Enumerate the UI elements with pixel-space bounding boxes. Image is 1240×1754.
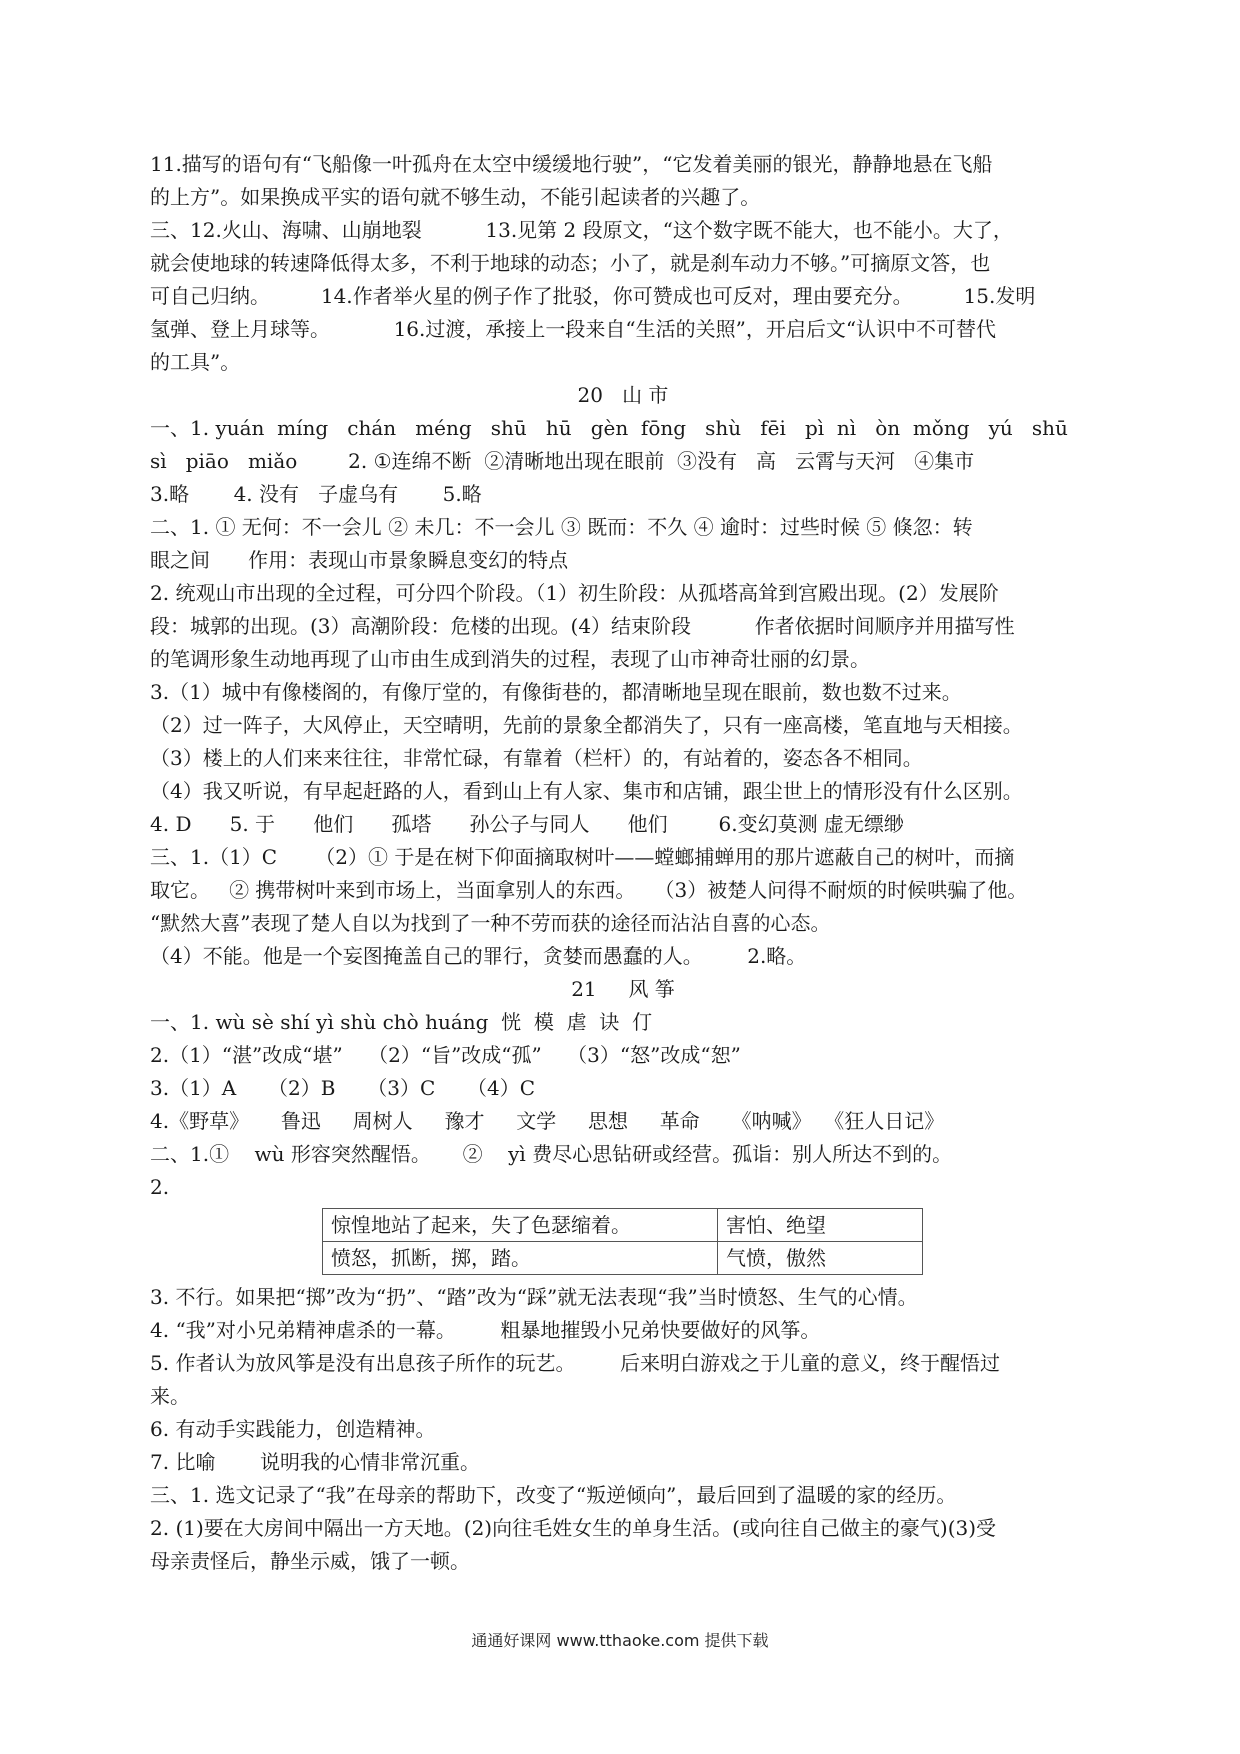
text-line: 段：城郭的出现。(3）高潮阶段：危楼的出现。(4）结束阶段 作者依据时间顺序并用描写性 [150,614,1015,638]
text-line: 的笔调形象生动地再现了山市由生成到消失的过程，表现了山市神奇壮丽的幻景。 [150,647,870,671]
text-line: 4. “我”对小兄弟精神虐杀的一幕。 粗暴地摧毁小兄弟快要做好的风筝。 [150,1318,821,1342]
text-line: （4）不能。他是一个妄图掩盖自己的罪行，贪婪而愚蠢的人。 2.略。 [150,944,807,968]
table-row [323,1209,923,1242]
text-line: 可自己归纳。 14.作者举火星的例子作了批驳，你可赞成也可反对，理由要充分。 15.发明 [150,284,1036,308]
text-line: 4.《野草》 鲁迅 周树人 豫才 文学 思想 革命 《呐喊》 《狂人日记》 [150,1109,945,1133]
text-line: 氢弹、登上月球等。 16.过渡，承接上一段来自“生活的关照”，开启后文“认识中不可替代 [150,317,997,341]
text-line: 三、1.（1）C （2）① 于是在树下仰面摘取树叶——螳螂捕蝉用的那片遮蔽自己的树叶，而摘 [150,845,1015,869]
section-21-answers-part2 [150,1281,1096,1578]
text-line: 一、1. wù sè shí yì shù chò huáng 恍 模 虐 诀 仃 [150,1010,653,1034]
answer-table [322,1208,923,1275]
heading-fengzheng: 21 风 筝 [571,977,675,1001]
text-line: 3.（1）A （2）B （3）C （4）C [150,1076,536,1100]
text-line: 2. (1)要在大房间中隔出一方天地。(2)向往毛姓女生的单身生活。(或向往自己做主的豪气)(3)受 [150,1516,997,1540]
text-line: （3）楼上的人们来来往往，非常忙碌，有靠着（栏杆）的，有站着的，姿态各不相同。 [150,746,923,770]
text-line: 5. 作者认为放风筝是没有出息孩子所作的玩艺。 后来明白游戏之于儿童的意义，终于醒悟过 [150,1351,1000,1375]
text-line: 二、1.① wù 形容突然醒悟。 ② yì 费尽心思钻研或经营。孤诣：别人所达不到的。 [150,1142,953,1166]
text-line: 3.（1）城中有像楼阁的，有像厅堂的，有像街巷的，都清晰地呈现在眼前，数也数不过来。 [150,680,962,704]
table-row [323,1242,923,1275]
table-cell: 惊惶地站了起来，失了色瑟缩着。 [323,1209,718,1242]
table-cell: 气愤，傲然 [718,1242,923,1275]
text-line: sì piāo miǎo 2. ①连绵不断 ②清晰地出现在眼前 ③没有 高 云霄与天河 ④集市 [150,449,975,473]
table-cell: 愤怒，抓断，掷，踏。 [323,1242,718,1275]
section-19-tail [150,148,1096,379]
text-line: 11.描写的语句有“飞船像一叶孤舟在太空中缓缓地行驶”，“它发着美丽的银光，静静地悬在飞船 [150,152,993,176]
table-cell: 害怕、绝望 [718,1209,923,1242]
text-line: 取它。 ② 携带树叶来到市场上，当面拿别人的东西。 （3）被楚人问得不耐烦的时候哄骗了他。 [150,878,1028,902]
text-line: 2.（1）“湛”改成“堪” （2）“旨”改成“孤” （3）“怒”改成“恕” [150,1043,741,1067]
text-line: 2. [150,1175,170,1199]
text-line: 4. D 5. 于 他们 孤塔 孙公子与同人 他们 6.变幻莫测 虚无缥缈 [150,812,904,836]
text-line: （2）过一阵子，大风停止，天空晴明，先前的景象全都消失了，只有一座高楼，笔直地与天相接。 [150,713,1023,737]
text-line: 3.略 4. 没有 子虚乌有 5.略 [150,482,482,506]
text-line: 的上方”。如果换成平实的语句就不够生动，不能引起读者的兴趣了。 [150,185,761,209]
text-line: 二、1. ① 无何：不一会儿 ② 未几：不一会儿 ③ 既而：不久 ④ 逾时：过些时候 ⑤ 倏忽：转 [150,515,973,539]
text-line: （4）我又听说，有早起赶路的人，看到山上有人家、集市和店铺，跟尘世上的情形没有什么区别。 [150,779,1023,803]
text-line: 母亲责怪后，静坐示威，饿了一顿。 [150,1549,470,1573]
text-line: 就会使地球的转速降低得太多，不利于地球的动态；小了，就是刹车动力不够。”可摘原文答，也 [150,251,991,275]
text-line: 眼之间 作用：表现山市景象瞬息变幻的特点 [150,548,569,572]
heading-shanshi: 20 山 市 [577,383,669,407]
text-line: “默然大喜”表现了楚人自以为找到了一种不劳而获的途径而沾沾自喜的心态。 [150,911,831,935]
text-line: 来。 [150,1384,190,1408]
text-line: 一、1. yuán míng chán méng shū hū gèn fōng shù fēi pì nì òn mǒng yú shū [150,416,1068,440]
text-line: 三、12.火山、海啸、山崩地裂 13.见第 2 段原文，“这个数字既不能大，也不能小。大了， [150,218,1013,242]
answer-page [150,148,1096,1578]
text-line: 3. 不行。如果把“掷”改为“扔”、“踏”改为“踩”就无法表现“我”当时愤怒、生气的心情。 [150,1285,918,1309]
footer-credit: 通通好课网 www.tthaoke.com 提供下载 [471,1631,769,1650]
text-line: 7. 比喻 说明我的心情非常沉重。 [150,1450,480,1474]
text-line: 6. 有动手实践能力，创造精神。 [150,1417,436,1441]
section-21-answers-part1 [150,1006,1096,1204]
text-line: 的工具”。 [150,350,241,374]
section-20-answers [150,412,1096,973]
text-line: 三、1. 选文记录了“我”在母亲的帮助下，改变了“叛逆倾向”，最后回到了温暖的家的经历。 [150,1483,957,1507]
text-line: 2. 统观山市出现的全过程，可分四个阶段。（1）初生阶段：从孤塔高耸到宫殿出现。(2）发展阶 [150,581,999,605]
